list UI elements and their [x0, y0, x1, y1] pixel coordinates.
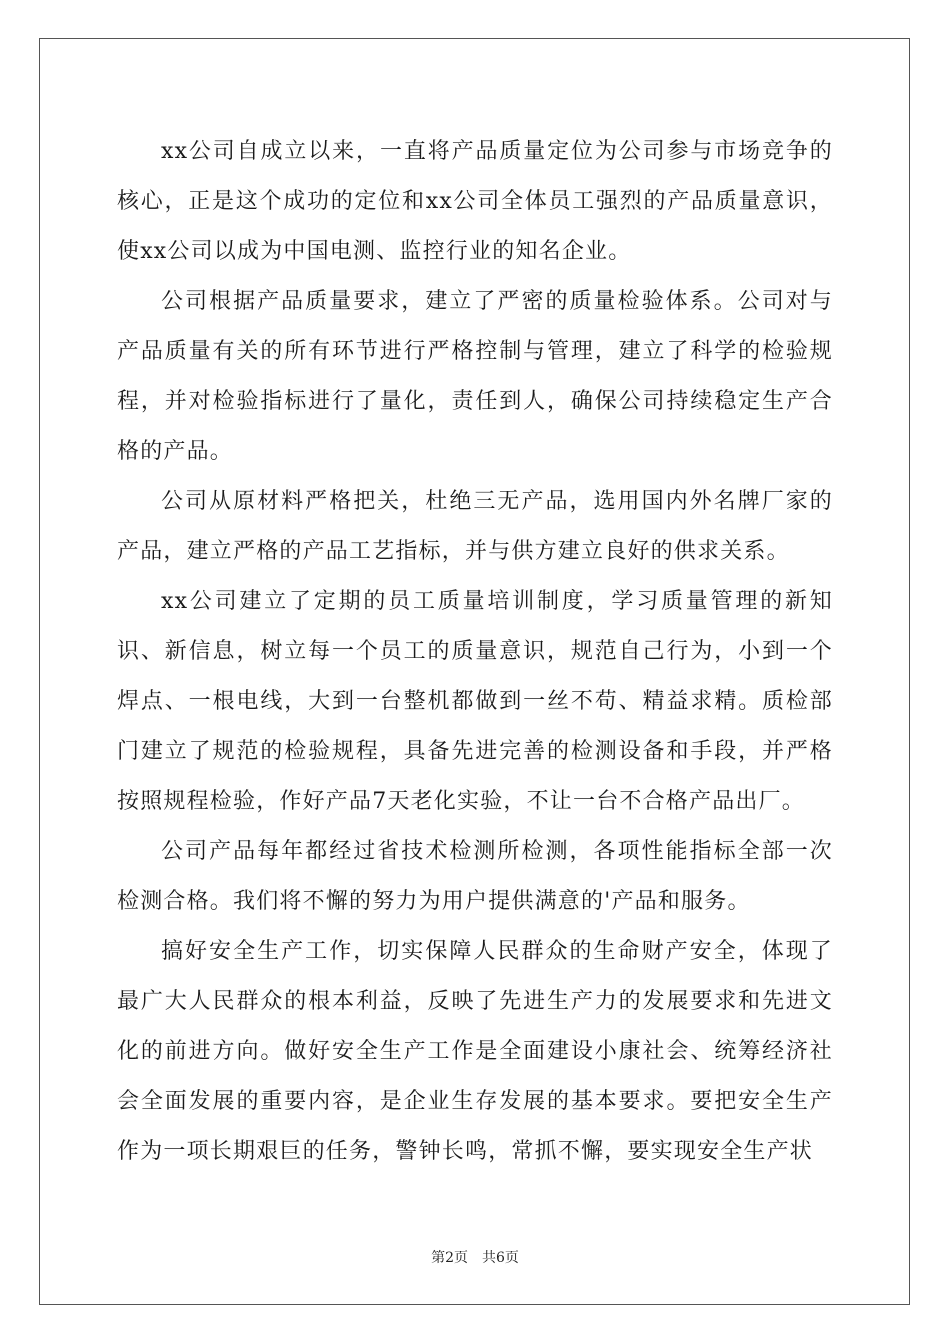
paragraph: 搞好安全生产工作，切实保障人民群众的生命财产安全，体现了最广大人民群众的根本利益，反映了先进生产力的发展要求和先进文化的前进方向。做好安全生产工作是全面建设小康社会、统筹经济社会全面发展的重要内容，是企业生存发展的基本要求。要把安全生产作为一项长期艰巨的任务，警钟长鸣，常抓不懈，要实现安全生产状 [117, 939, 833, 1164]
document-body [117, 127, 833, 1177]
paragraph: xx公司建立了定期的员工质量培训制度，学习质量管理的新知识、新信息，树立每一个员工的质量意识，规范自己行为，小到一个焊点、一根电线，大到一台整机都做到一丝不苟、精益求精。质检部门建立了规范的检验规程，具备先进完善的检测设备和手段，并严格按照规程检验，作好产品7天老化实验，不让一台不合格产品出厂。 [117, 589, 833, 814]
paragraph: xx公司自成立以来，一直将产品质量定位为公司参与市场竞争的核心，正是这个成功的定位和xx公司全体员工强烈的产品质量意识，使xx公司以成为中国电测、监控行业的知名企业。 [117, 139, 833, 264]
paragraph: 公司产品每年都经过省技术检测所检测，各项性能指标全部一次检测合格。我们将不懈的努力为用户提供满意的'产品和服务。 [117, 839, 833, 914]
page-footer [0, 1247, 950, 1267]
page-number-total: 共6页 [482, 1250, 519, 1266]
paragraph: 公司从原材料严格把关，杜绝三无产品，选用国内外名牌厂家的产品，建立严格的产品工艺指标，并与供方建立良好的供求关系。 [117, 489, 833, 564]
paragraph: 公司根据产品质量要求，建立了严密的质量检验体系。公司对与产品质量有关的所有环节进行严格控制与管理，建立了科学的检验规程，并对检验指标进行了量化，责任到人，确保公司持续稳定生产合格的产品。 [117, 289, 833, 464]
page-number-current: 第2页 [431, 1250, 468, 1266]
